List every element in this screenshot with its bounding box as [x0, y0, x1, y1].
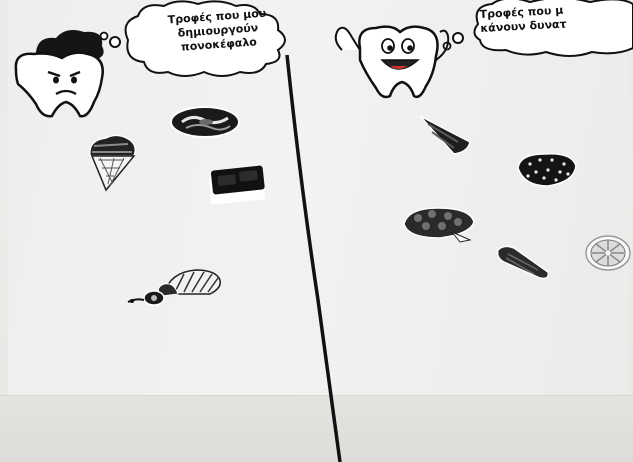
left-bubble-line-2: δημιουργούν: [177, 21, 259, 40]
cupcake-sticker: [124, 264, 226, 314]
ice-cream-cone-sticker: [84, 130, 140, 192]
chocolate-bar-sticker: [206, 162, 270, 204]
paper-bottom-edge: [0, 395, 633, 462]
donut-sticker: [168, 104, 242, 140]
strawberry-sticker: [514, 150, 580, 190]
vegetable-sticker: [494, 242, 552, 282]
right-bubble-line-1: Τροφές που μ: [479, 3, 564, 22]
pizza-slice-sticker: [414, 112, 474, 156]
salad-sticker: [400, 204, 478, 244]
orange-slice-sticker: [584, 234, 632, 272]
right-bubble-line-2: κάνουν δυνατ: [480, 17, 567, 35]
left-bubble-line-3: πονοκέφαλο: [180, 35, 258, 54]
left-bubble-line-1: Τροφές που μου: [167, 6, 267, 27]
